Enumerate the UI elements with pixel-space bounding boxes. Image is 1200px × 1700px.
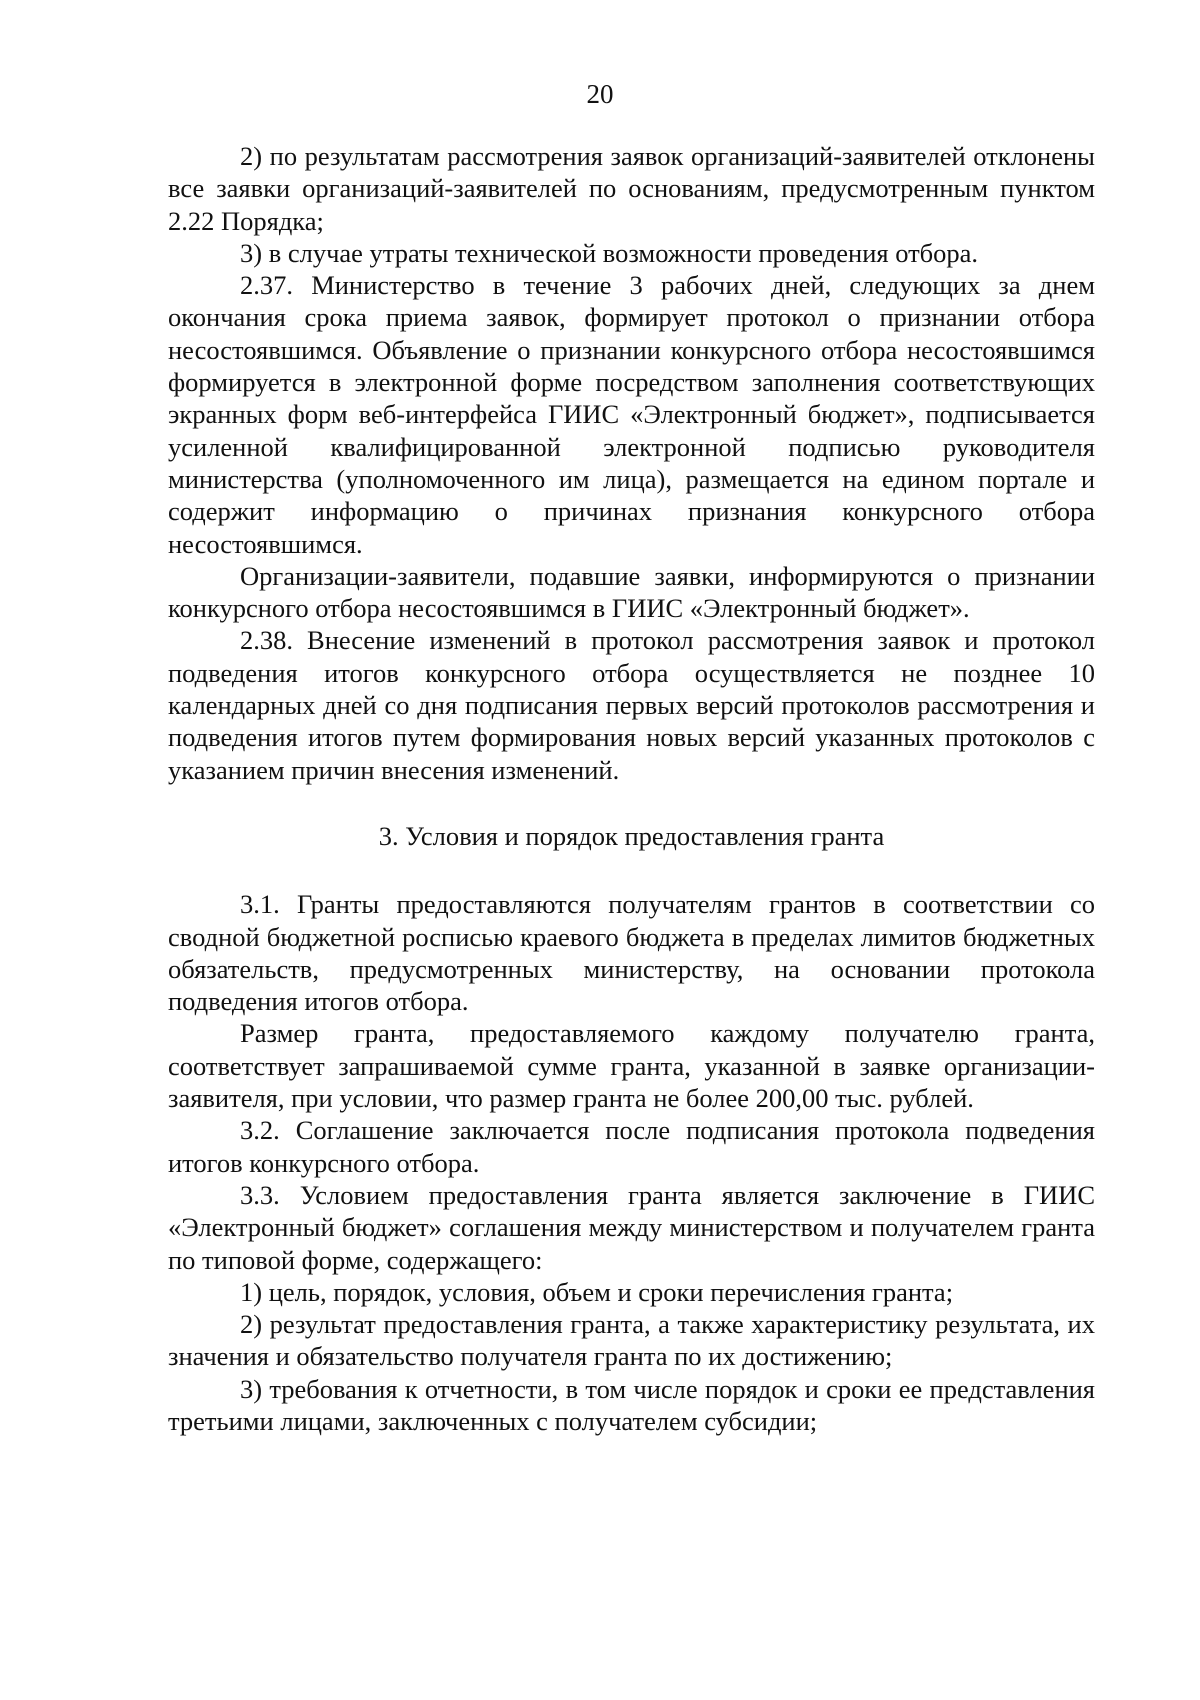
list-item-3-reporting: 3) требования к отчетности, в том числе порядок и сроки ее представления третьими лицами, заключенных с получателем субсидии;	[168, 1373, 1095, 1436]
paragraph-3-3: 3.3. Условием предоставления гранта является заключение в ГИИС «Электронный бюджет» соглашения между министерством и получателем гранта по типовой форме, содержащего:	[168, 1179, 1095, 1275]
paragraph-item-2-rejected: 2) по результатам рассмотрения заявок организаций-заявителей отклонены все заявки организаций-заявителей по основаниям, предусмотренным пунктом 2.22 Порядка;	[168, 141, 1095, 236]
paragraph-3-1: 3.1. Гранты предоставляются получателям грантов в соответствии со сводной бюджетной росписью краевого бюджета в пределах лимитов бюджетных обязательств, предусмотренных министерству, на основании протокола подведения итогов отбора.	[168, 889, 1095, 1017]
paragraph-2-38: 2.38. Внесение изменений в протокол рассмотрения заявок и протокол подведения итогов конкурсного отбора осуществляется не позднее 10 календарных дней со дня подписания первых версий протоколов рассмотрения и подведения итогов путем формирования новых версий указанных протоколов с указанием причин внесения изменений.	[168, 625, 1095, 785]
list-item-1-purpose: 1) цель, порядок, условия, объем и сроки перечисления гранта;	[240, 1276, 954, 1307]
document-body	[168, 140, 1095, 1437]
paragraph-grant-size: Размер гранта, предоставляемого каждому получателю гранта, соответствует запрашиваемой сумме гранта, указанной в заявке организации-заявителя, при условии, что размер гранта не более 200,00 тыс. рублей.	[168, 1018, 1095, 1114]
paragraph-3-2: 3.2. Соглашение заключается после подписания протокола подведения итогов конкурсного отбора.	[168, 1115, 1095, 1178]
paragraph-2-37: 2.37. Министерство в течение 3 рабочих дней, следующих за днем окончания срока приема заявок, формирует протокол о признании отбора несостоявшимся. Объявление о признании конкурсного отбора несостоявшимся формируется в электронной форме посредством заполнения соответствующих экранных форм веб-интерфейса ГИИС «Электронный бюджет», подписывается усиленной квалифицированной электронной подписью руководителя министерства (уполномоченного им лица), размещается на едином портале и содержит информацию о причинах признания конкурсного отбора несостоявшимся.	[168, 270, 1095, 559]
section-heading: 3. Условия и порядок предоставления гранта	[378, 820, 885, 851]
list-item-2-result: 2) результат предоставления гранта, а также характеристику результата, их значения и обязательство получателя гранта по их достижению;	[168, 1309, 1095, 1372]
paragraph-item-3-technical: 3) в случае утраты технической возможности проведения отбора.	[240, 237, 979, 268]
page-number: 20	[586, 79, 614, 109]
paragraph-applicants-informed: Организации-заявители, подавшие заявки, информируются о признании конкурсного отбора несостоявшимся в ГИИС «Электронный бюджет».	[168, 560, 1095, 624]
